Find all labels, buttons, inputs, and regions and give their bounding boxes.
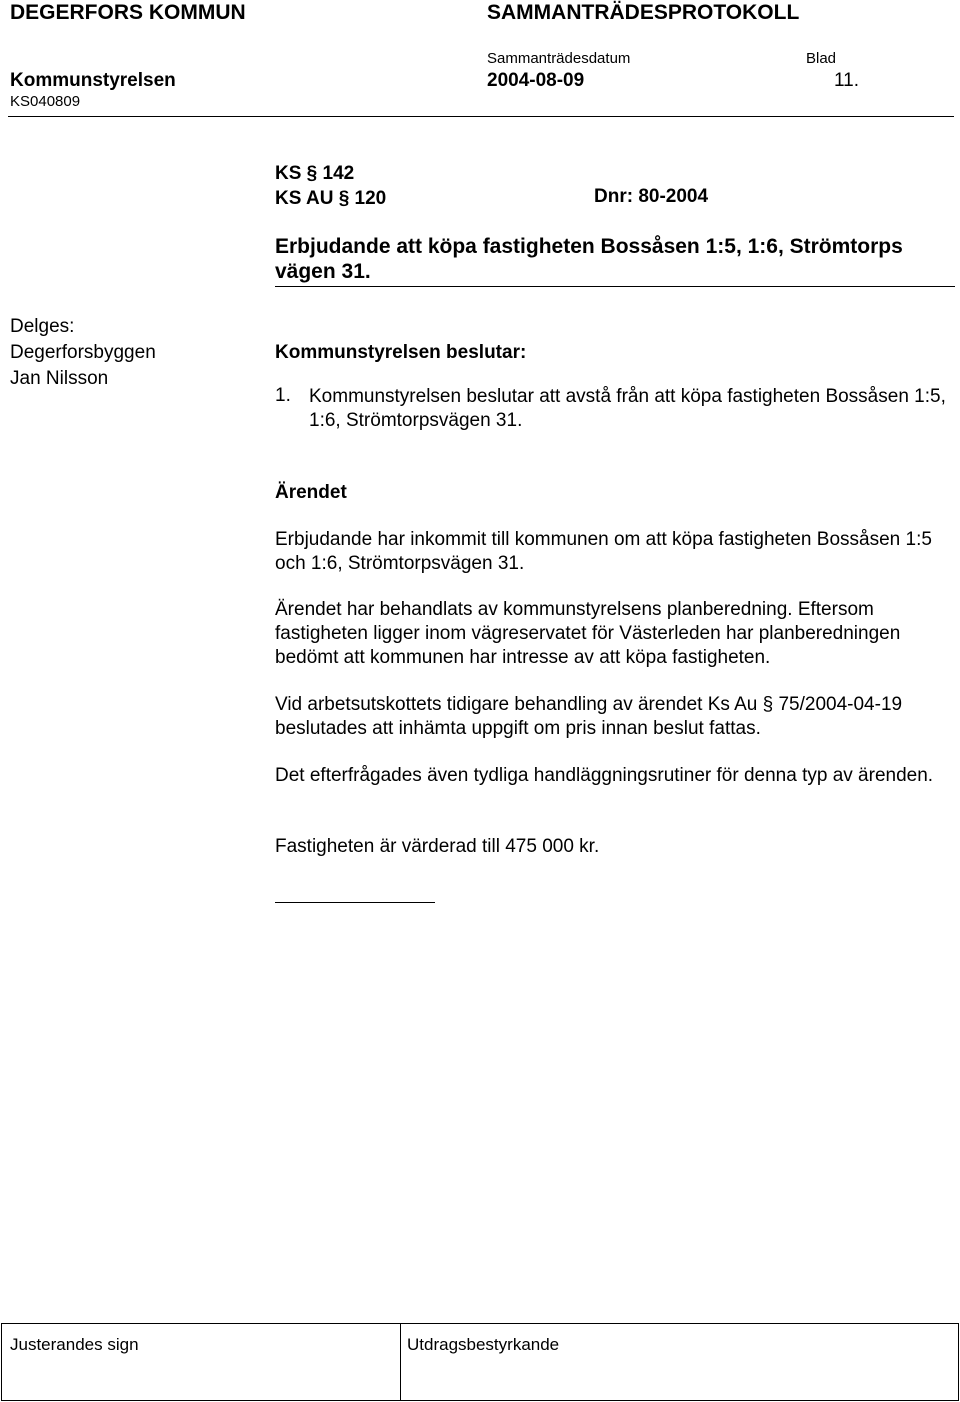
matter-heading: Ärendet	[275, 482, 347, 503]
document-type: SAMMANTRÄDESPROTOKOLL	[487, 1, 800, 24]
decision-item-number: 1.	[275, 385, 291, 406]
committee-name: Kommunstyrelsen	[10, 70, 176, 91]
distribution-list	[10, 314, 156, 392]
page-label: Blad	[806, 50, 837, 67]
decision-heading: Kommunstyrelsen beslutar:	[275, 342, 527, 363]
extract-certification-label: Utdragsbestyrkande	[407, 1335, 560, 1354]
matter-paragraph: Vid arbetsutskottets tidigare behandling av ärendet Ks Au § 75/2004-04-19 beslutades att inhämta uppgift om pris innan beslut fattas.	[275, 694, 903, 739]
signature-box-divider	[400, 1323, 401, 1401]
case-title: Erbjudande att köpa fastigheten Bossåsen 1:5, 1:6, Strömtorps vägen 31.	[275, 235, 903, 283]
matter-paragraph: Erbjudande har inkommit till kommunen om att köpa fastigheten Bossåsen 1:5 och 1:6, Strömtorpsvägen 31.	[275, 529, 932, 574]
document-reference: KS040809	[10, 93, 81, 110]
distribution-label: Delges:	[10, 316, 75, 337]
distribution-recipient: Jan Nilsson	[10, 368, 109, 389]
distribution-recipient: Degerforsbyggen	[10, 342, 156, 363]
page-number: 11.	[834, 70, 860, 91]
title-divider	[275, 286, 955, 287]
end-of-section-line	[275, 902, 435, 903]
meeting-date: 2004-08-09	[487, 70, 585, 91]
adjuster-signature-label: Justerandes sign	[10, 1335, 139, 1354]
organization-name: DEGERFORS KOMMUN	[10, 1, 246, 24]
header-divider	[8, 116, 954, 117]
decision-item-text: Kommunstyrelsen beslutar att avstå från att köpa fastigheten Bossåsen 1:5, 1:6, Strömtorpsvägen 31.	[309, 386, 946, 431]
matter-paragraph: Ärendet har behandlats av kommunstyrelsens planberedning. Eftersom fastigheten ligger inom vägreservatet för Västerleden har planberedningen bedömt att kommunen har intresse av att köpa fastigheten.	[275, 599, 901, 668]
ks-case-number: KS § 142	[275, 163, 355, 184]
matter-paragraph: Fastigheten är värderad till 475 000 kr.	[275, 836, 600, 857]
diary-number: Dnr: 80-2004	[594, 186, 709, 207]
matter-paragraph: Det efterfrågades även tydliga handläggningsrutiner för denna typ av ärenden.	[275, 765, 934, 786]
ksau-case-number: KS AU § 120	[275, 188, 387, 209]
case-numbers	[275, 161, 386, 211]
meeting-date-label: Sammanträdesdatum	[487, 50, 631, 67]
